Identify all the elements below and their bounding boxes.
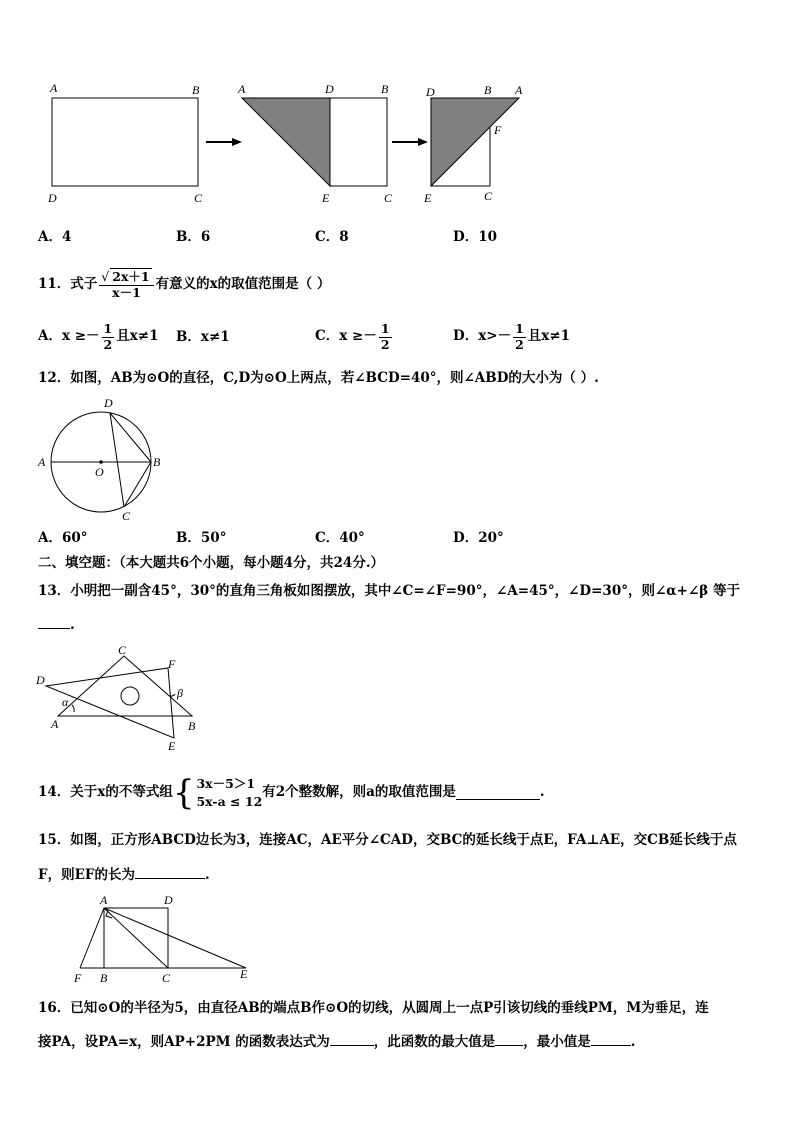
- q11-numerator: 2x＋1: [112, 269, 150, 284]
- q13-hole: [121, 687, 139, 705]
- fig2-label-b: B: [381, 82, 389, 96]
- q14-brace: {: [172, 773, 195, 813]
- q15-label-d: D: [164, 893, 173, 907]
- q14-prefix: 14．关于x的不等式组: [38, 784, 173, 801]
- q16-question-line2: 接PA，设PA=x，则AP+2PM 的函数表达式为 ，此函数的最大值是 ，最小值是 .: [38, 1034, 636, 1050]
- q14-answer-blank[interactable]: [456, 787, 540, 800]
- q16-answer-blank-1[interactable]: [330, 1033, 374, 1046]
- arrow-2-head: [418, 138, 428, 146]
- q15-label-c: C: [162, 971, 171, 985]
- q13-label-d: D: [36, 673, 45, 687]
- q11-prefix: 11．式子: [38, 276, 98, 293]
- q14-inequality-2: 5x-a ≤ 12: [196, 794, 263, 809]
- q13-label-b: B: [188, 719, 196, 733]
- q15-question-line2: F，则EF的长为 .: [38, 867, 210, 883]
- q11-option-d[interactable]: D．x>－ $\frac{1}{2}$ 且x≠1: [453, 321, 571, 352]
- fig2-label-d: D: [325, 82, 334, 96]
- q13-angle-alpha-arc: [72, 705, 74, 712]
- q11-denominator: x－1: [112, 284, 141, 300]
- q14-inequality-1: 3x－5＞1: [196, 776, 256, 791]
- fig3-label-c: C: [484, 189, 493, 203]
- q10-figure: [0, 0, 794, 220]
- q12-label-o: O: [95, 465, 104, 479]
- q12-label-c: C: [122, 509, 131, 523]
- q12-option-c[interactable]: C．40°: [315, 530, 365, 546]
- q10-option-c[interactable]: C．8: [315, 229, 349, 245]
- q15-figure: [0, 890, 270, 985]
- q14-system: [196, 775, 262, 811]
- q13-figure: [0, 640, 220, 760]
- q11-option-c[interactable]: C．x ≥－ $\frac{1}{2}$: [315, 321, 390, 352]
- q10-option-b[interactable]: B．6: [176, 229, 211, 245]
- fig3-label-d: D: [426, 85, 435, 99]
- q12-option-a[interactable]: A．60°: [38, 530, 88, 546]
- q11-fraction: $\frac{√ 2x+1}{x-1}$: [99, 271, 153, 299]
- q12-label-d: D: [104, 396, 113, 410]
- fig1-label-c: C: [194, 191, 203, 205]
- q15-question-line1: 15．如图，正方形ABCD边长为3，连接AC，AE平分∠CAD，交BC的延长线于点E，FA⊥AE，交CB延长线于点: [38, 832, 737, 848]
- fig1-label-a: A: [50, 81, 58, 95]
- q16-question-line1: 16．已知⊙O的半径为5，由直径AB的端点B作⊙O的切线，从圆周上一点P引该切线的垂线PM，M为垂足，连: [38, 1000, 709, 1016]
- q11-question: [38, 266, 330, 304]
- q13-question: 13．小明把一副含45°，30°的直角三角板如图摆放，其中∠C=∠F=90°，∠A=45°，∠D=30°，则∠α+∠β 等于: [38, 583, 740, 599]
- q13-label-e: E: [168, 739, 176, 753]
- fig3-label-b: B: [484, 83, 492, 97]
- fig1-label-d: D: [48, 191, 57, 205]
- q14-suffix: 有2个整数解，则a的取值范围是: [262, 784, 456, 801]
- q12-center-dot: [99, 460, 103, 464]
- q15-label-a: A: [100, 893, 108, 907]
- fig1-label-b: B: [192, 83, 200, 97]
- q16-answer-blank-3[interactable]: [591, 1033, 631, 1046]
- q15-answer-blank[interactable]: [135, 866, 205, 879]
- q13-answer-line: .: [38, 616, 75, 633]
- q15-line-ac: [104, 908, 168, 968]
- q13-label-c: C: [118, 643, 127, 657]
- q11-suffix: 有意义的x的取值范围是（ ）: [155, 276, 331, 293]
- arrow-1-head: [232, 138, 242, 146]
- fig2-label-c: C: [384, 191, 393, 205]
- q11-option-a[interactable]: A．x ≥－ $\frac{1}{2}$ 且x≠1: [38, 321, 159, 352]
- fig2-label-e: E: [322, 191, 330, 205]
- q11-option-b[interactable]: B．x≠1: [176, 329, 230, 345]
- q13-label-a: A: [51, 717, 59, 731]
- q15-line-af: [80, 908, 104, 968]
- q13-label-alpha: α: [62, 695, 69, 709]
- q14-question: 14．关于x的不等式组 { 3x－5＞1 5x-a ≤ 12 有2个整数解，则a的取值范围是 .: [38, 773, 545, 813]
- fig2-rectangle: [330, 98, 387, 186]
- q13-label-f: F: [168, 657, 176, 671]
- fig2-label-a: A: [238, 82, 246, 96]
- q12-chord-bc: [124, 462, 151, 507]
- q12-question: 12．如图，AB为⊙O的直径，C,D为⊙O上两点，若∠BCD=40°，则∠ABD的大小为（ ）.: [38, 370, 599, 386]
- q13-label-beta: β: [177, 686, 183, 700]
- fig1-rectangle: [52, 98, 198, 186]
- fig3-shaded-triangle: [431, 98, 519, 186]
- q12-label-b: B: [153, 455, 161, 469]
- fig3-label-a: A: [515, 83, 523, 97]
- section-2-heading: 二、填空题：（本大题共6个小题，每小题4分，共24分.）: [38, 555, 385, 571]
- q12-label-a: A: [38, 455, 46, 469]
- q16-answer-blank-2[interactable]: [495, 1033, 523, 1046]
- q10-option-d[interactable]: D．10: [453, 229, 497, 245]
- q15-label-f: F: [74, 971, 82, 985]
- q15-label-e: E: [240, 967, 248, 981]
- q15-line-ae: [104, 908, 246, 968]
- q12-figure: [0, 390, 200, 525]
- q12-option-d[interactable]: D．20°: [453, 530, 504, 546]
- fig2-shaded-triangle: [242, 98, 330, 186]
- fig3-label-f: F: [494, 123, 502, 137]
- fig3-label-e: E: [424, 191, 432, 205]
- q12-option-b[interactable]: B．50°: [176, 530, 227, 546]
- q13-answer-blank[interactable]: [38, 616, 70, 629]
- q10-option-a[interactable]: A．4: [38, 229, 72, 245]
- q15-label-b: B: [100, 971, 108, 985]
